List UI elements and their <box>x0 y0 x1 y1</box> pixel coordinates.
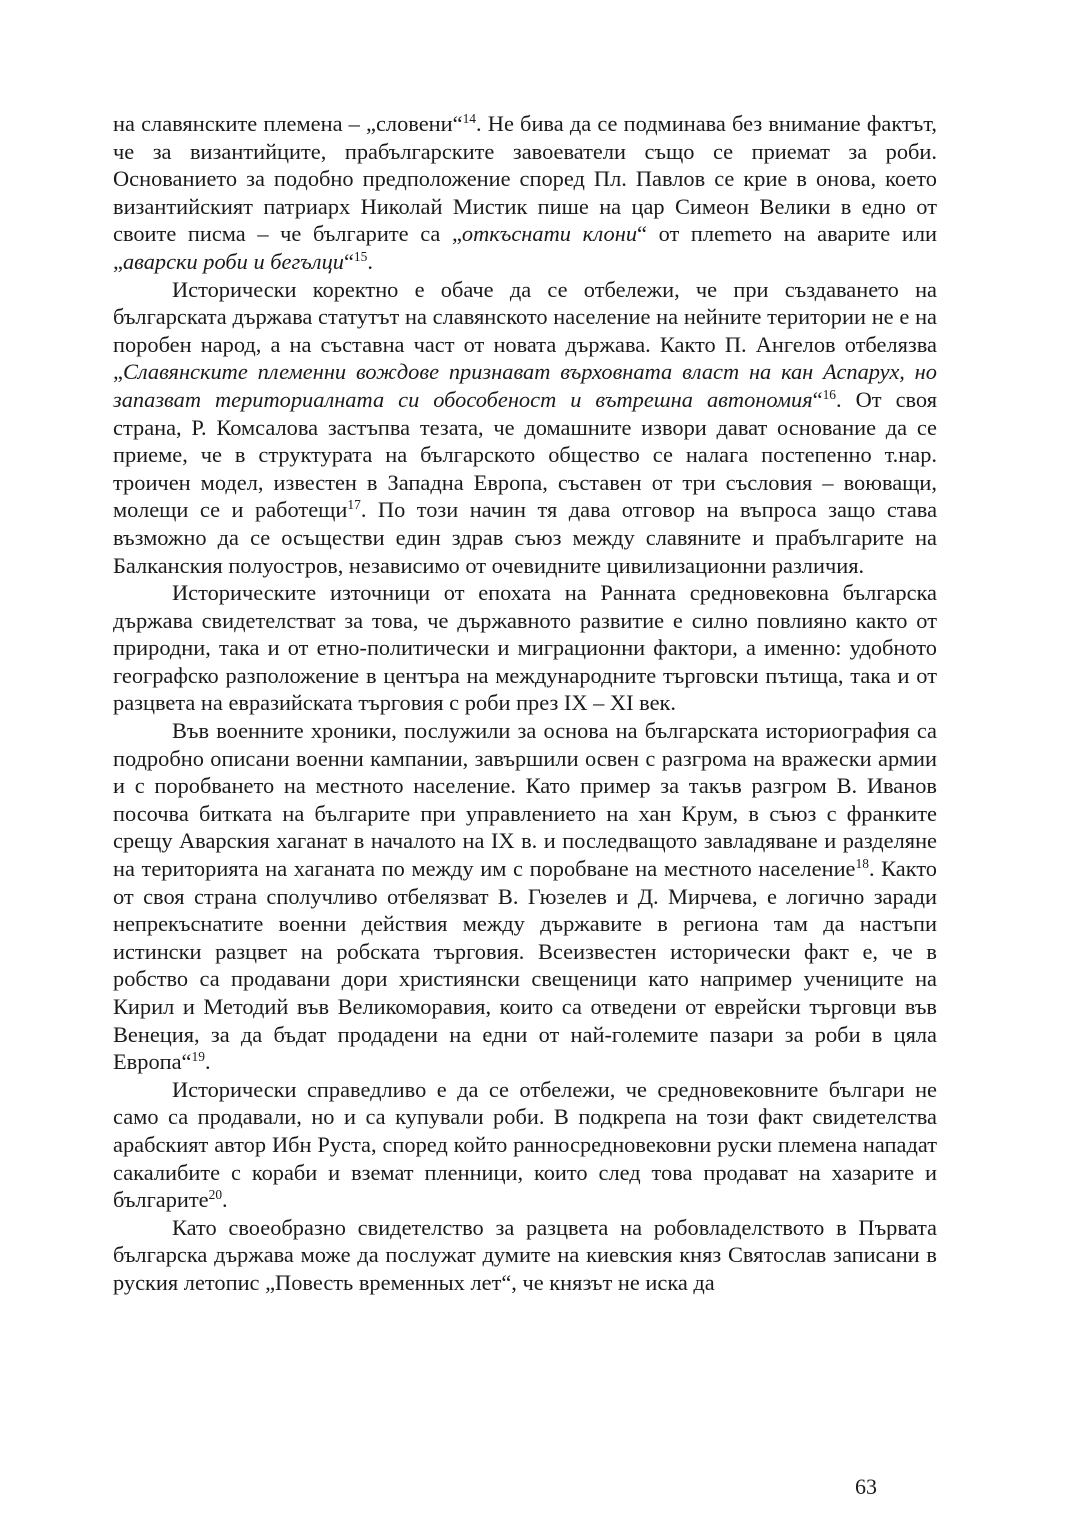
italic-quote: аварски роби и бегълци <box>122 248 344 274</box>
text-run: . Не бива да се подминава без внимание фактът, че за византийците, прабългарските завоеватели също се приемат за роби. Основанието за подобно предположение според Пл. Павлов се крие в онова, което византийският патриарх Николай Мистик пише на цар Симеон Велики в едно от своите писма – че българите са „ <box>113 111 937 247</box>
page-number: 63 <box>855 1474 877 1499</box>
text-run: . От своя страна, Р. Комсалова застъпва тезата, че домашните извори дават основание да се приеме, че в структурата на българското общество се налага постепенно т.нар. троичен модел, известен в Западна Европа, съставен от три съсловия – воюващи, молещи се и работещи <box>113 386 937 523</box>
text-run: Историческите източници от епохата на Ранната средновековна българска държава свидетелстват за това, че държавното развитие е силно повлияно както от природни, така и от етно-политически и миграционни фактори, а именно: удобното географско разположение в центъра на международните търговски пътища, така и от разцвета на евразийската търговия с роби през IX – XI век. <box>113 580 937 716</box>
text-run: . По този начин тя дава отговор на въпроса защо става възможно да се осъществи един здрав съюз между славяните и прабългарите на Балканския полуостров, независимо от очевидните цивилизационни различия. <box>113 497 938 578</box>
footnote-ref[interactable]: 17 <box>347 497 361 513</box>
paragraph <box>113 1214 937 1297</box>
paragraph <box>113 717 937 1076</box>
italic-quote: откъснати клони <box>461 221 638 247</box>
footnote-ref[interactable]: 18 <box>855 855 869 871</box>
italic-quote: Славянските племенни вождове признават върховната власт на кан Аспарух, но запазват териториалната си обособеност и вътрешна автономия <box>113 359 937 412</box>
text-run: . Както от своя страна сполучливо отбелязват В. Гюзелев и Д. Мирчева, е логично заради непрекъснатите военни действия между държавите в региона там да настъпи истински разцвет на робската търговия. Всеизвестен исторически факт е, че в робство са продавани дори християнски свещеници като например учениците на Кирил и Методий във Великоморавия, които са отведени от еврейски търговци във Венеция, за да бъдат продадени на едни от най-големите пазари за роби в цяла Европа“ <box>113 856 937 1075</box>
paragraph <box>113 110 937 276</box>
footnote-ref[interactable]: 19 <box>191 1049 205 1065</box>
paragraph <box>113 1076 937 1214</box>
footnote-ref[interactable]: 16 <box>822 386 837 402</box>
text-run: . <box>204 1049 211 1075</box>
footnote-ref[interactable]: 15 <box>353 248 368 264</box>
text-run: “ <box>343 248 354 274</box>
text-run: . <box>222 1187 228 1213</box>
text-run: “ <box>812 386 823 412</box>
text-run: Като своеобразно свидетелство за разцвета на робовладелството в Първата българска държава може да послужат думите на киевския княз Святослав записани в руския летопис „Повесть временных лет“, че князът не иска да <box>113 1214 937 1295</box>
text-run: на славянските племена – „словени“ <box>113 111 463 136</box>
footnote-ref[interactable]: 14 <box>462 110 477 126</box>
footnote-ref[interactable]: 20 <box>208 1187 223 1203</box>
paragraph <box>113 276 937 580</box>
text-run: Във военните хроники, послужили за основа на българската историография са подробно описани военни кампании, завършили освен с разгрома на вражески армии и с поробването на местното население. Като пример за такъв разгром В. Иванов посочва битката на българите при управлението на хан Крум, в съюз с франките срещу Аварския хаганат в началото на IX в. и последващото завладяване и разделяне на територията на хаганата по между им с поробване на местното население <box>113 718 937 882</box>
paragraph <box>113 579 937 717</box>
text-run: Исторически справедливо е да се отбележи, че средновековните българи не само са продавали, но и са купували роби. В подкрепа на този факт свидетелства арабският автор Ибн Руста, според който ранносредновековни руски племена нападат сакалибите с кораби и вземат пленници, които след това продават на хазарите и българите <box>113 1076 937 1213</box>
body-text <box>113 110 937 1297</box>
text-run: . <box>367 248 373 274</box>
text-run: Исторически коректно е обаче да се отбележи, че при създаването на българската държава статутът на славянското население на нейните територии не е на поробен народ, а на съставна част от новата държава. Както П. Ангелов отбелязва „ <box>113 276 937 385</box>
text-run: “ от плеmето на аварите или „ <box>113 221 937 274</box>
